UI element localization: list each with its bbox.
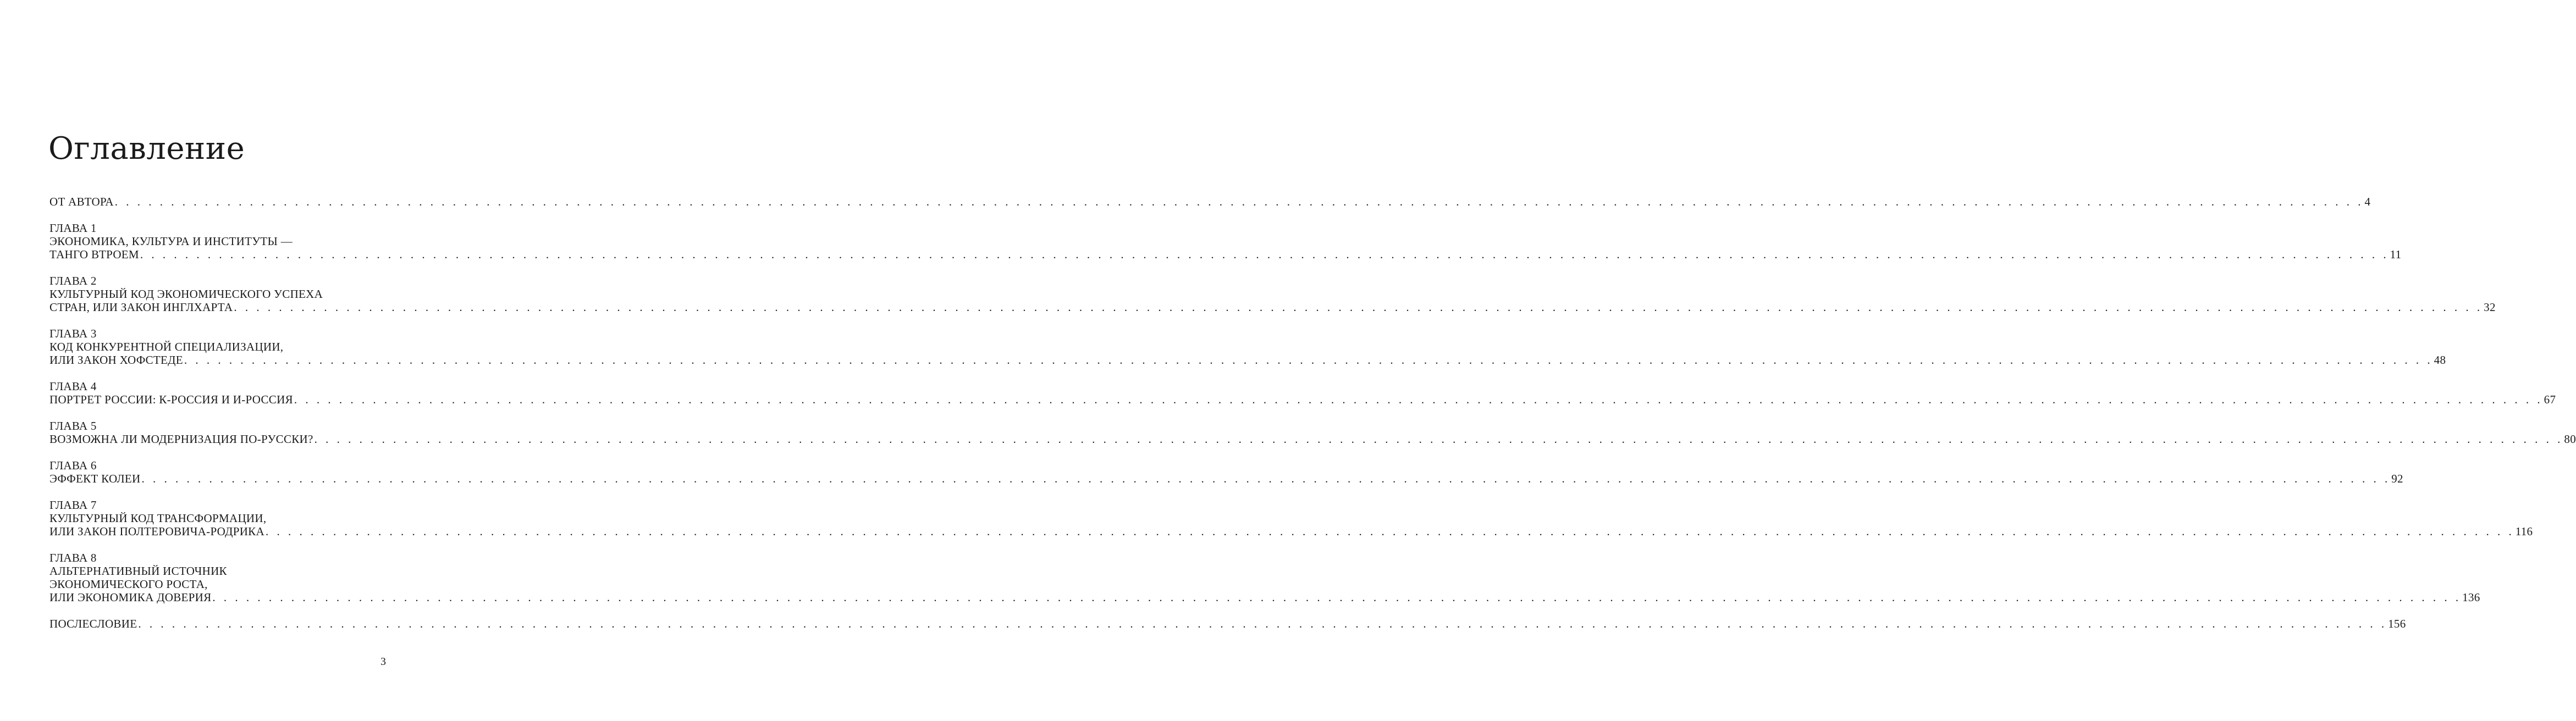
dot-leader: . . . . . . . . . . . . . . . . . . . . . . . . . . . . . . . . . . . . . . . . . . . . . . . . . . . . . . . . . . . . . . . . . . . . . . . . . . . . . . . . . . . . . . . . . . . . . . . . . . . . . . . . . . . . . . . . . . . . . . . . . . . . . . . . . . . . . . . . . . . . . . . . . . . . . . . . . . . . . . . . . . . . . . . . . . . . . . . . . . . . . . . . . . . . . . . . . . . . . . . . bbox=[114, 195, 2364, 208]
page-reference: 67 bbox=[2544, 393, 2556, 406]
chapter-title-line: ЭФФЕКТ КОЛЕИ bbox=[49, 472, 141, 485]
page-number: 3 bbox=[380, 656, 386, 668]
toc-entry[interactable] bbox=[49, 274, 2496, 314]
chapter-label: ГЛАВА 6 bbox=[49, 459, 97, 472]
chapter-title-line: КУЛЬТУРНЫЙ КОД ЭКОНОМИЧЕСКОГО УСПЕХА bbox=[49, 287, 323, 301]
dot-leader: . . . . . . . . . . . . . . . . . . . . . . . . . . . . . . . . . . . . . . . . . . . . . . . . . . . . . . . . . . . . . . . . . . . . . . . . . . . . . . . . . . . . . . . . . . . . . . . . . . . . . . . . . . . . . . . . . . . . . . . . . . . . . . . . . . . . . . . . . . . . . . . . . . . . . . . . . . . . . . . . . . . . . . . . . . . . . . . . . . . . . . . . . . . . . . . . . . . . . . . . bbox=[140, 248, 2389, 261]
chapter-label: ГЛАВА 1 bbox=[49, 221, 97, 235]
dot-leader: . . . . . . . . . . . . . . . . . . . . . . . . . . . . . . . . . . . . . . . . . . . . . . . . . . . . . . . . . . . . . . . . . . . . . . . . . . . . . . . . . . . . . . . . . . . . . . . . . . . . . . . . . . . . . . . . . . . . . . . . . . . . . . . . . . . . . . . . . . . . . . . . . . . . . . . . . . . . . . . . . . . . . . . . . . . . . . . . . . . . . . . . . . . . . . . . . . . . . . . . bbox=[265, 525, 2514, 538]
toc-entry[interactable] bbox=[49, 327, 2446, 367]
toc-entry[interactable] bbox=[49, 551, 2480, 604]
toc-leader-line bbox=[49, 301, 2496, 314]
toc-leader-line bbox=[49, 591, 2480, 604]
chapter-title-line: КУЛЬТУРНЫЙ КОД ТРАНСФОРМАЦИИ, bbox=[49, 512, 267, 525]
chapter-label: ГЛАВА 7 bbox=[49, 498, 97, 512]
chapter-title-line: АЛЬТЕРНАТИВНЫЙ ИСТОЧНИК bbox=[49, 564, 227, 578]
chapter-title-line: СТРАН, ИЛИ ЗАКОН ИНГЛХАРТА bbox=[49, 301, 233, 314]
chapter-title-line: ИЛИ ЗАКОН ХОФСТЕДЕ bbox=[49, 353, 183, 367]
dot-leader: . . . . . . . . . . . . . . . . . . . . . . . . . . . . . . . . . . . . . . . . . . . . . . . . . . . . . . . . . . . . . . . . . . . . . . . . . . . . . . . . . . . . . . . . . . . . . . . . . . . . . . . . . . . . . . . . . . . . . . . . . . . . . . . . . . . . . . . . . . . . . . . . . . . . . . . . . . . . . . . . . . . . . . . . . . . . . . . . . . . . . . . . . . . . . . . . . . . . . . . . bbox=[234, 301, 2483, 314]
chapter-title-line: ИЛИ ЭКОНОМИКА ДОВЕРИЯ bbox=[49, 591, 212, 604]
dot-leader: . . . . . . . . . . . . . . . . . . . . . . . . . . . . . . . . . . . . . . . . . . . . . . . . . . . . . . . . . . . . . . . . . . . . . . . . . . . . . . . . . . . . . . . . . . . . . . . . . . . . . . . . . . . . . . . . . . . . . . . . . . . . . . . . . . . . . . . . . . . . . . . . . . . . . . . . . . . . . . . . . . . . . . . . . . . . . . . . . . . . . . . . . . . . . . . . . . . . . . . . bbox=[184, 353, 2433, 367]
chapter-label: ГЛАВА 8 bbox=[49, 551, 97, 564]
toc-leader-line bbox=[49, 393, 2556, 406]
page-reference: 32 bbox=[2484, 301, 2496, 314]
chapter-title-line: ВОЗМОЖНА ЛИ МОДЕРНИЗАЦИЯ ПО-РУССКИ? bbox=[49, 432, 313, 446]
dot-leader: . . . . . . . . . . . . . . . . . . . . . . . . . . . . . . . . . . . . . . . . . . . . . . . . . . . . . . . . . . . . . . . . . . . . . . . . . . . . . . . . . . . . . . . . . . . . . . . . . . . . . . . . . . . . . . . . . . . . . . . . . . . . . . . . . . . . . . . . . . . . . . . . . . . . . . . . . . . . . . . . . . . . . . . . . . . . . . . . . . . . . . . . . . . . . . . . . . . . . . . . bbox=[141, 472, 2391, 485]
dot-leader: . . . . . . . . . . . . . . . . . . . . . . . . . . . . . . . . . . . . . . . . . . . . . . . . . . . . . . . . . . . . . . . . . . . . . . . . . . . . . . . . . . . . . . . . . . . . . . . . . . . . . . . . . . . . . . . . . . . . . . . . . . . . . . . . . . . . . . . . . . . . . . . . . . . . . . . . . . . . . . . . . . . . . . . . . . . . . . . . . . . . . . . . . . . . . . . . . . . . . . . . bbox=[294, 393, 2543, 406]
page-reference: 4 bbox=[2364, 195, 2371, 208]
chapter-label: ГЛАВА 5 bbox=[49, 419, 97, 432]
toc-entry[interactable] bbox=[49, 195, 2371, 208]
toc-entry[interactable] bbox=[49, 459, 2403, 485]
dot-leader: . . . . . . . . . . . . . . . . . . . . . . . . . . . . . . . . . . . . . . . . . . . . . . . . . . . . . . . . . . . . . . . . . . . . . . . . . . . . . . . . . . . . . . . . . . . . . . . . . . . . . . . . . . . . . . . . . . . . . . . . . . . . . . . . . . . . . . . . . . . . . . . . . . . . . . . . . . . . . . . . . . . . . . . . . . . . . . . . . . . . . . . . . . . . . . . . . . . . . . . . bbox=[138, 617, 2387, 630]
toc-entry[interactable] bbox=[49, 419, 2576, 446]
table-of-contents bbox=[49, 195, 2576, 644]
toc-entry[interactable] bbox=[49, 498, 2533, 538]
toc-leader-line bbox=[49, 472, 2403, 485]
page-reference: 80 bbox=[2564, 432, 2576, 446]
toc-leader-line bbox=[49, 432, 2576, 446]
chapter-title-line: ПОСЛЕСЛОВИЕ bbox=[49, 617, 137, 630]
chapter-label: ГЛАВА 3 bbox=[49, 327, 97, 340]
chapter-title-line: ТАНГО ВТРОЕМ bbox=[49, 248, 139, 261]
chapter-title-line: ИЛИ ЗАКОН ПОЛТЕРОВИЧА-РОДРИКА bbox=[49, 525, 264, 538]
chapter-title-line: КОД КОНКУРЕНТНОЙ СПЕЦИАЛИЗАЦИИ, bbox=[49, 340, 284, 353]
page-reference: 156 bbox=[2388, 617, 2406, 630]
page-title: Оглавление bbox=[48, 131, 245, 167]
page-reference: 92 bbox=[2391, 472, 2403, 485]
chapter-label: ГЛАВА 4 bbox=[49, 380, 97, 393]
toc-leader-line bbox=[49, 248, 2402, 261]
toc-entry[interactable] bbox=[49, 221, 2402, 261]
chapter-title-line: ПОРТРЕТ РОССИИ: К-РОССИЯ И И-РОССИЯ bbox=[49, 393, 293, 406]
page-reference: 11 bbox=[2390, 248, 2402, 261]
toc-leader-line bbox=[49, 195, 2371, 208]
chapter-label: ГЛАВА 2 bbox=[49, 274, 97, 287]
toc-leader-line bbox=[49, 525, 2533, 538]
dot-leader: . . . . . . . . . . . . . . . . . . . . . . . . . . . . . . . . . . . . . . . . . . . . . . . . . . . . . . . . . . . . . . . . . . . . . . . . . . . . . . . . . . . . . . . . . . . . . . . . . . . . . . . . . . . . . . . . . . . . . . . . . . . . . . . . . . . . . . . . . . . . . . . . . . . . . . . . . . . . . . . . . . . . . . . . . . . . . . . . . . . . . . . . . . . . . . . . . . . . . . . . bbox=[314, 432, 2563, 446]
toc-leader-line bbox=[49, 617, 2406, 630]
chapter-title-line: ЭКОНОМИКА, КУЛЬТУРА И ИНСТИТУТЫ — bbox=[49, 235, 293, 248]
chapter-title-line: ЭКОНОМИЧЕСКОГО РОСТА, bbox=[49, 578, 208, 591]
page-reference: 116 bbox=[2515, 525, 2533, 538]
toc-leader-line bbox=[49, 353, 2446, 367]
chapter-title-line: ОТ АВТОРА bbox=[49, 195, 114, 208]
toc-entry[interactable] bbox=[49, 380, 2556, 406]
page-reference: 48 bbox=[2434, 353, 2446, 367]
page-reference: 136 bbox=[2462, 591, 2480, 604]
toc-entry[interactable] bbox=[49, 617, 2406, 630]
dot-leader: . . . . . . . . . . . . . . . . . . . . . . . . . . . . . . . . . . . . . . . . . . . . . . . . . . . . . . . . . . . . . . . . . . . . . . . . . . . . . . . . . . . . . . . . . . . . . . . . . . . . . . . . . . . . . . . . . . . . . . . . . . . . . . . . . . . . . . . . . . . . . . . . . . . . . . . . . . . . . . . . . . . . . . . . . . . . . . . . . . . . . . . . . . . . . . . . . . . . . . . . bbox=[212, 591, 2462, 604]
